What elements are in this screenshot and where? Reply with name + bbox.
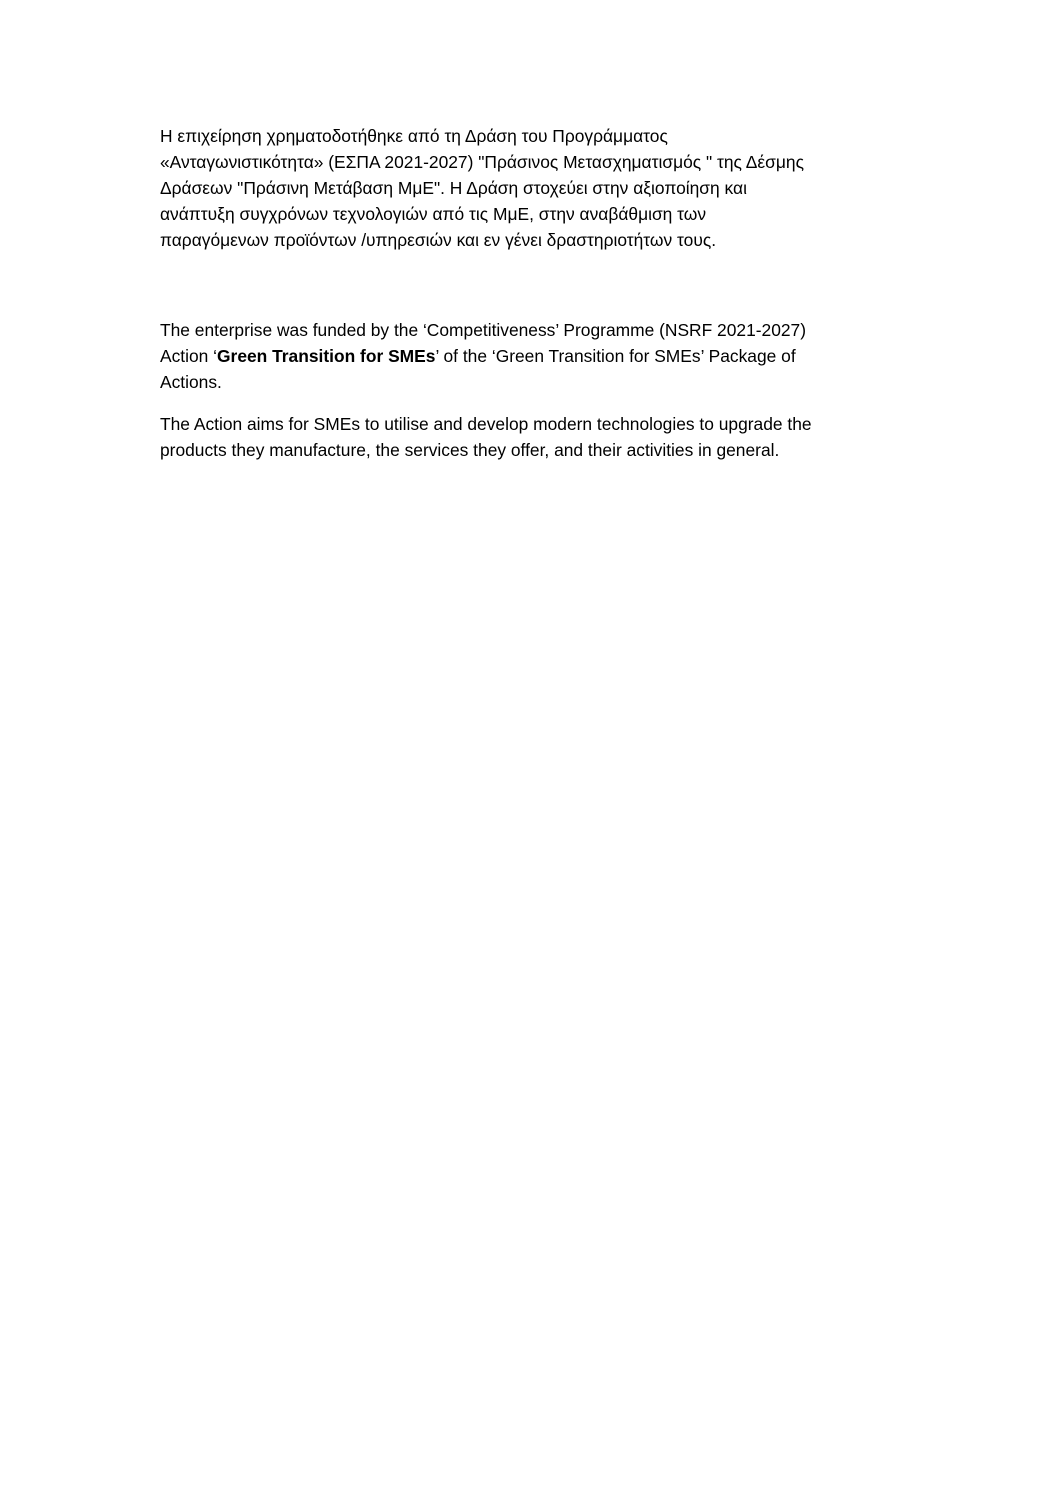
english-line: The Action aims for SMEs to utilise and develop modern technologies to upgrade the xyxy=(160,414,812,434)
english-line: Actions. xyxy=(160,372,222,392)
english-line: The enterprise was funded by the ‘Competitiveness’ Programme (NSRF 2021-2027) xyxy=(160,320,807,340)
greek-paragraph xyxy=(160,123,900,253)
greek-line: «Ανταγωνιστικότητα» (ΕΣΠΑ 2021-2027) "Πράσινος Μετασχηματισμός " της Δέσμης xyxy=(160,152,804,172)
greek-line: ανάπτυξη συγχρόνων τεχνολογιών από τις ΜμΕ, στην αναβάθμιση των xyxy=(160,204,707,224)
greek-line: Δράσεων "Πράσινη Μετάβαση ΜμΕ". Η Δράση στοχεύει στην αξιοποίηση και xyxy=(160,178,747,198)
greek-line: Η επιχείρηση χρηματοδοτήθηκε από τη Δράση του Προγράμματος xyxy=(160,126,668,146)
english-line xyxy=(160,343,900,369)
english-paragraph-funding xyxy=(160,317,900,395)
action-name-bold: Green Transition for SMEs xyxy=(217,346,436,366)
greek-line: παραγόμενων προϊόντων /υπηρεσιών και εν γένει δραστηριοτήτων τους. xyxy=(160,230,717,250)
document-content xyxy=(160,123,900,463)
line-prefix: Action ‘ xyxy=(160,346,218,366)
line-suffix: ’ of the ‘Green Transition for SMEs’ Package of xyxy=(435,346,796,366)
english-paragraph-aims xyxy=(160,411,900,463)
english-line: products they manufacture, the services they offer, and their activities in general. xyxy=(160,440,780,460)
